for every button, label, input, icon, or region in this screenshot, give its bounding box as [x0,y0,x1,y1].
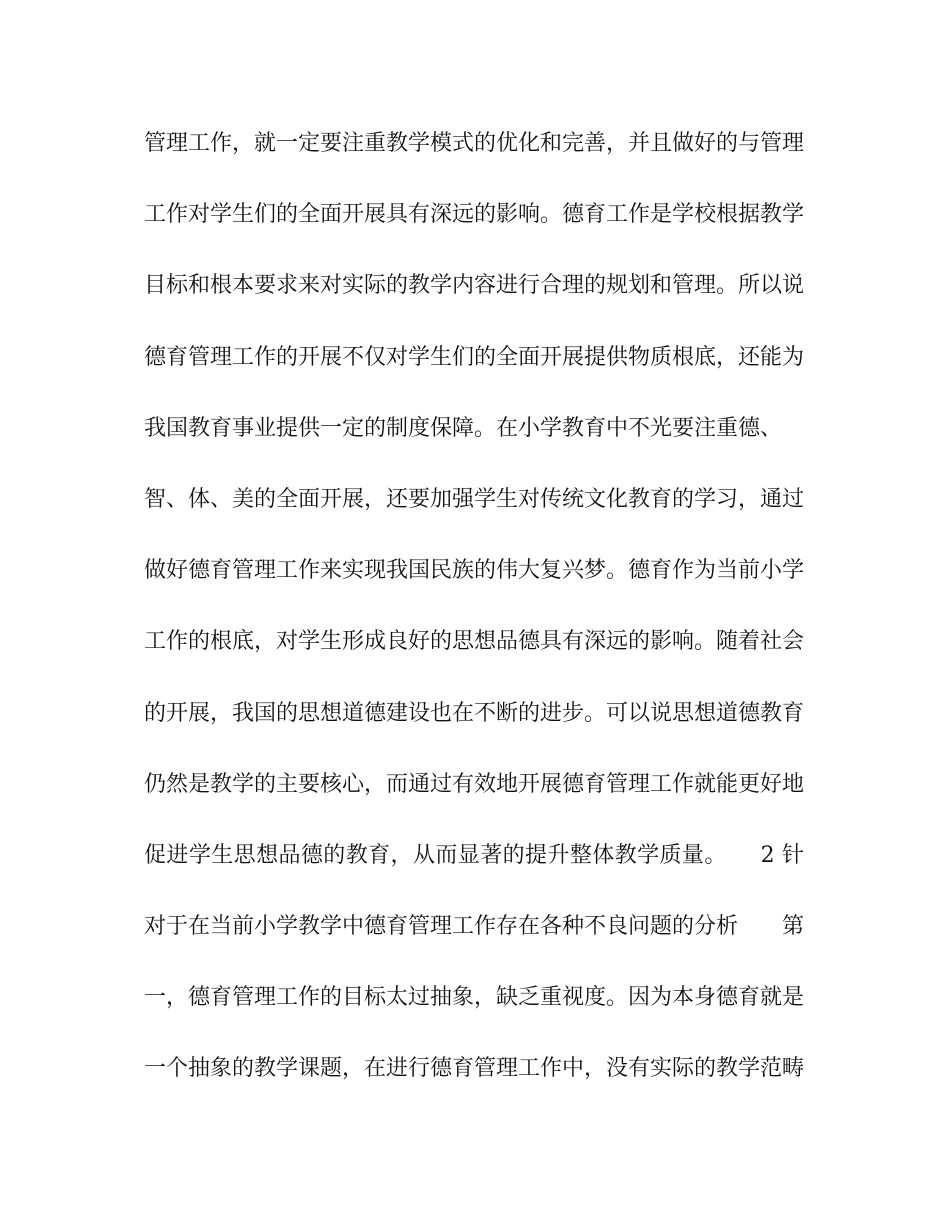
body-text [144,124,804,1121]
text-line: 一个抽象的教学课题，在进行德育管理工作中，没有实际的教学范畴 [144,1056,805,1082]
text-line: 对于在当前小学教学中德育管理工作存在各种不良问题的分析 第 [144,914,805,940]
text-line: 管理工作，就一定要注重教学模式的优化和完善，并且做好的与管理 [144,131,805,156]
text-line: 的开展，我国的思想道德建设也在不断的进步。可以说思想道德教育 [144,700,805,726]
text-line: 工作的根底，对学生形成良好的思想品德具有深远的影响。随着社会 [144,629,805,655]
text-line: 我国教育事业提供一定的制度保障。在小学教育中不光要注重德、 [144,415,783,441]
text-line: 智、体、美的全面开展，还要加强学生对传统文化教育的学习，通过 [144,486,805,512]
text-line: 仍然是教学的主要核心，而通过有效地开展德育管理工作就能更好地 [144,771,805,797]
text-line: 目标和根本要求来对实际的教学内容进行合理的规划和管理。所以说 [144,273,805,299]
text-line: 促进学生思想品德的教育，从而显著的提升整体教学质量。 2 针 [144,842,804,868]
text-line: 工作对学生们的全面开展具有深远的影响。德育工作是学校根据教学 [144,202,805,228]
text-line: 一，德育管理工作的目标太过抽象，缺乏重视度。因为本身德育就是 [144,985,805,1011]
text-line: 德育管理工作的开展不仅对学生们的全面开展提供物质根底，还能为 [144,344,805,370]
text-line: 做好德育管理工作来实现我国民族的伟大复兴梦。德育作为当前小学 [144,558,805,584]
